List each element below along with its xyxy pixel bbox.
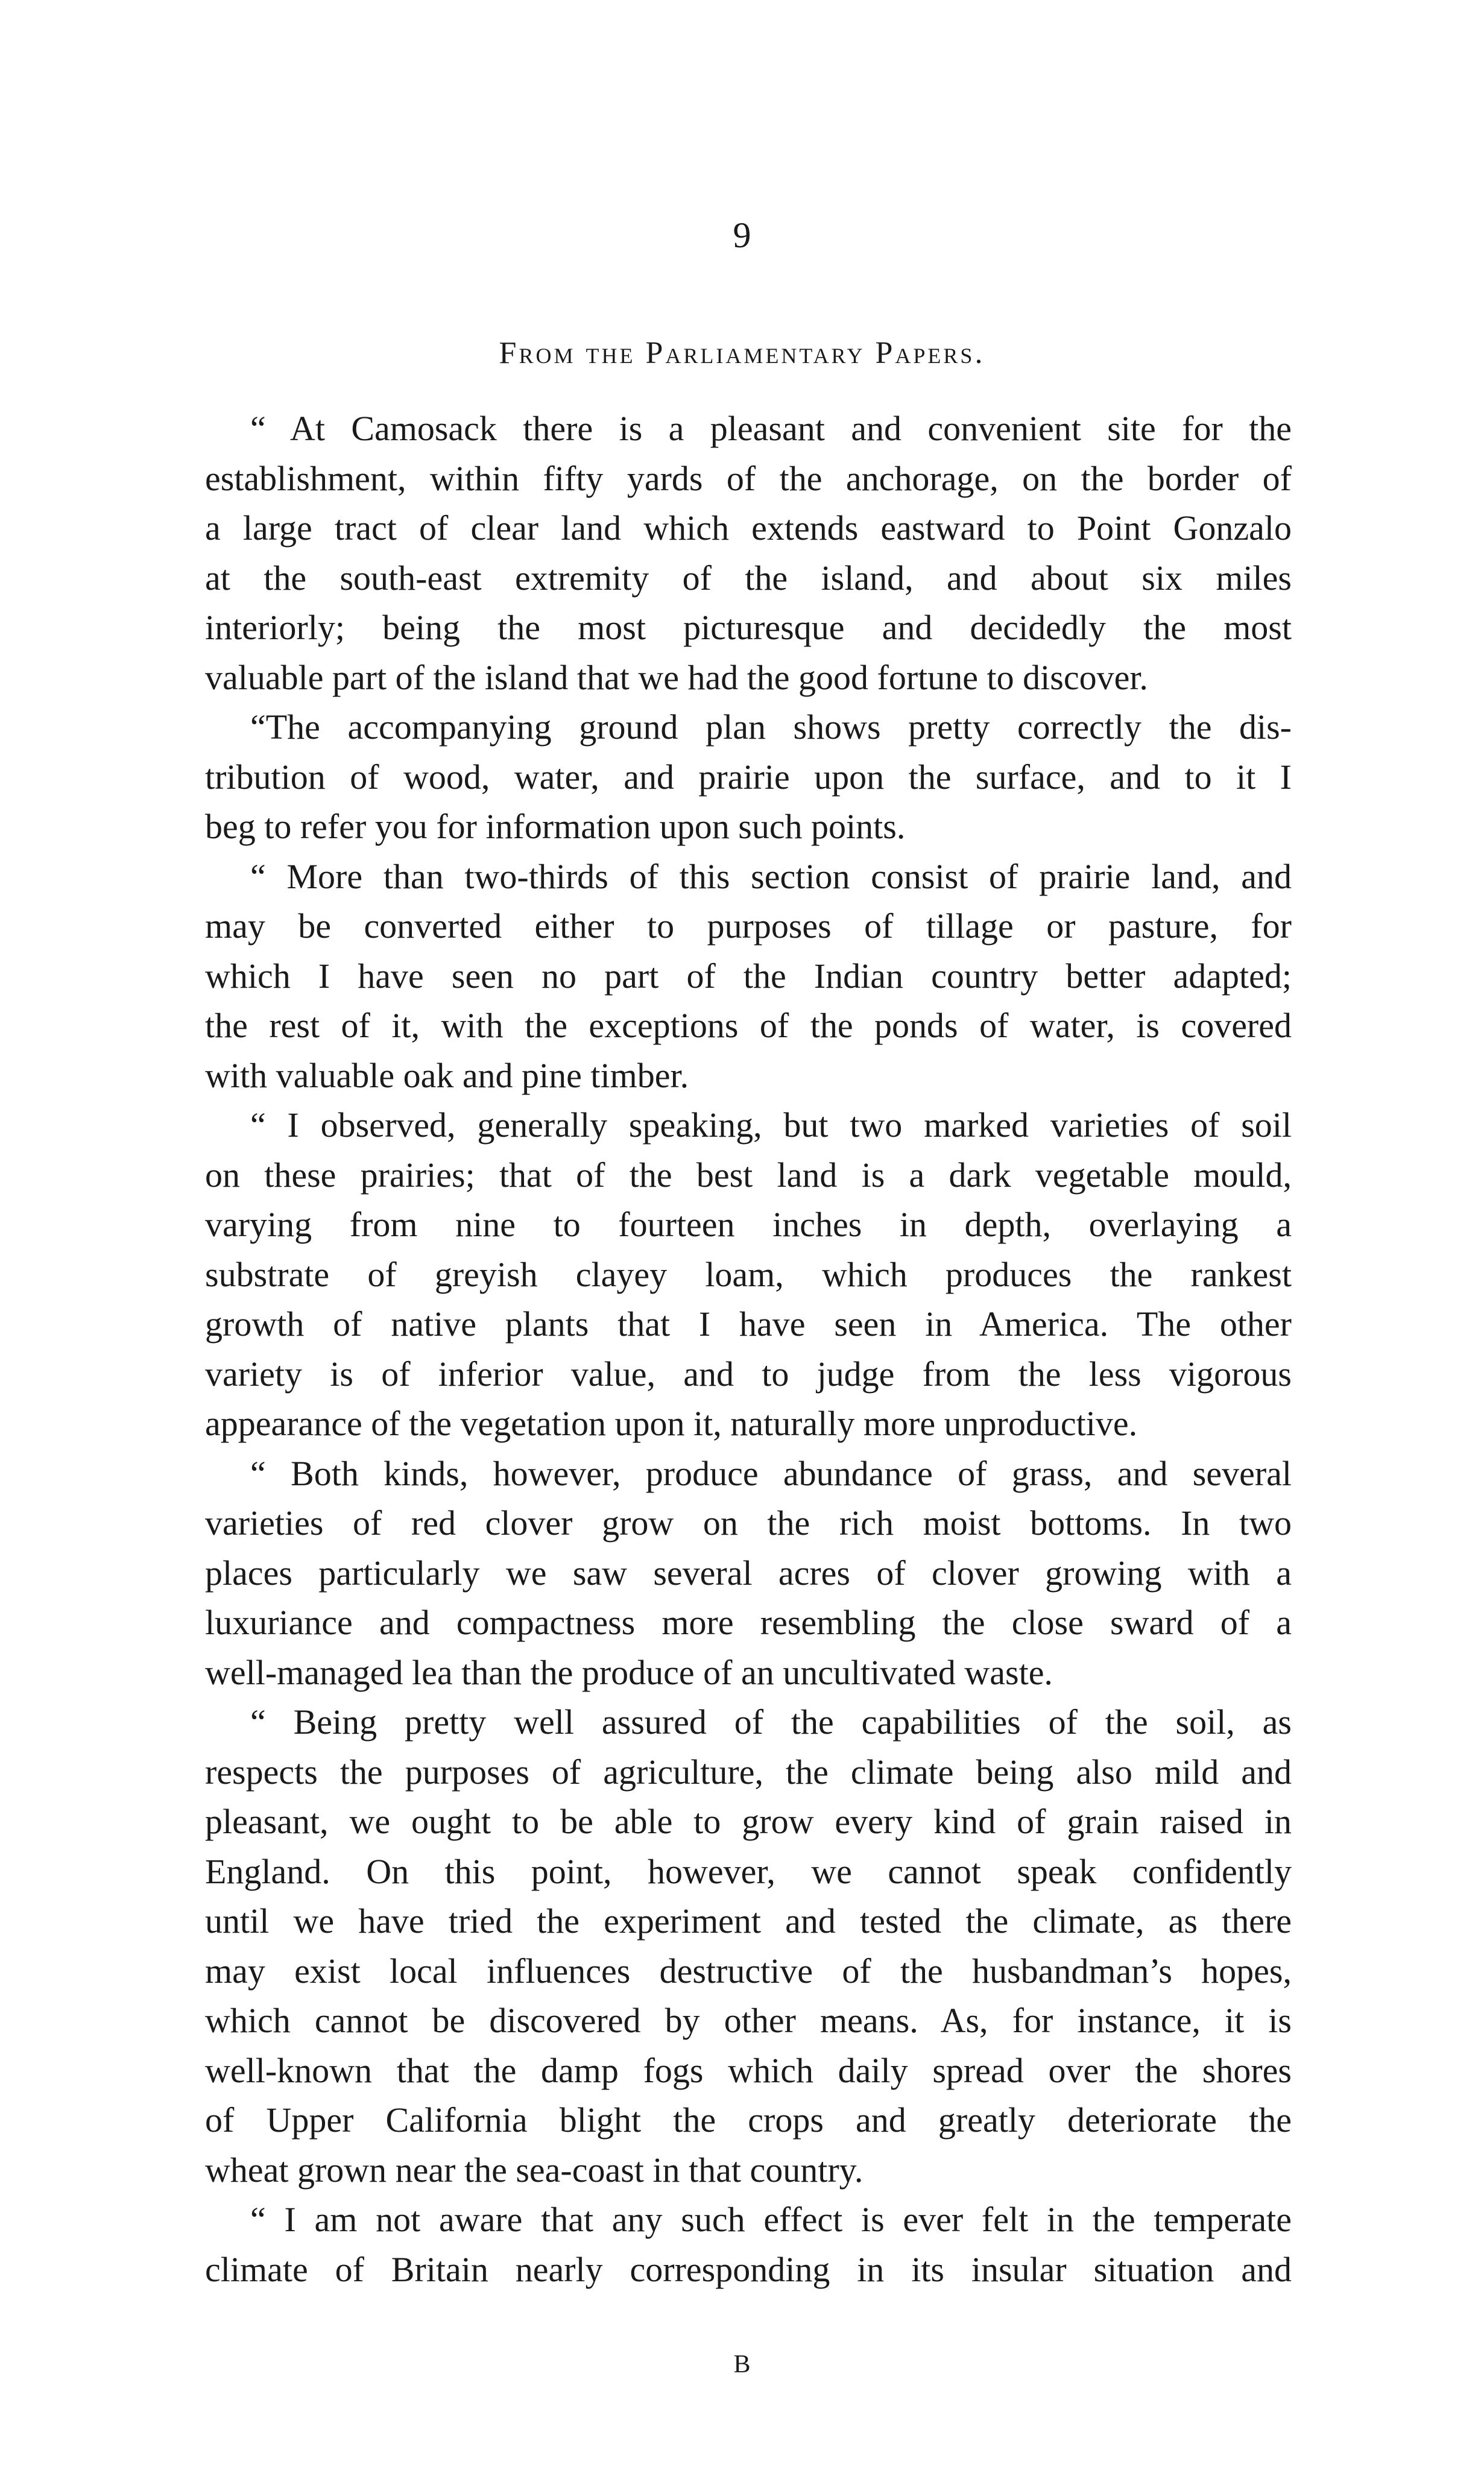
text-line: varying from nine to fourteen inches in depth, overlaying a — [205, 1205, 1292, 1244]
paragraph — [205, 2195, 1292, 2295]
text-line: “ I am not aware that any such effect is ever felt in the temperate — [250, 2200, 1292, 2239]
text-line: of Upper California blight the crops and greatly deteriorate the — [205, 2100, 1292, 2140]
text-line: appearance of the vegetation upon it, naturally more unproductive. — [205, 1404, 1138, 1443]
text-line: with valuable oak and pine timber. — [205, 1055, 689, 1095]
text-line: “ More than two-thirds of this section consist of prairie land, and — [250, 856, 1292, 896]
text-line: respects the purposes of agriculture, the climate being also mild and — [205, 1752, 1292, 1792]
text-line: variety is of inferior value, and to judge from the less vigorous — [205, 1354, 1292, 1394]
paragraph — [205, 404, 1292, 703]
paragraph — [205, 852, 1292, 1101]
paragraph — [205, 1101, 1292, 1449]
printer-signature-mark: B — [733, 2351, 751, 2378]
paragraph — [205, 1449, 1292, 1698]
text-line: may be converted either to purposes of tillage or pasture, for — [205, 906, 1292, 946]
text-line: well-managed lea than the produce of an uncultivated waste. — [205, 1652, 1053, 1692]
paragraph — [205, 1698, 1292, 2195]
section-heading: From the Parliamentary Papers. — [499, 336, 985, 370]
text-line: England. On this point, however, we cannot speak confidently — [205, 1851, 1292, 1891]
text-line: the rest of it, with the exceptions of the ponds of water, is covered — [205, 1006, 1292, 1045]
text-line: which cannot be discovered by other means. As, for instance, it is — [205, 2001, 1292, 2040]
text-line: “ Being pretty well assured of the capabilities of the soil, as — [250, 1702, 1292, 1742]
text-line: establishment, within fifty yards of the anchorage, on the border of — [205, 458, 1292, 498]
page-number: 9 — [733, 215, 751, 255]
text-line: interiorly; being the most picturesque and decidedly the most — [205, 608, 1292, 647]
paragraph — [205, 703, 1292, 852]
text-line: a large tract of clear land which extends eastward to Point Gonzalo — [205, 508, 1292, 548]
text-line: which I have seen no part of the Indian country better adapted; — [205, 956, 1292, 996]
text-line: pleasant, we ought to be able to grow every kind of grain raised in — [205, 1802, 1292, 1841]
text-line: well-known that the damp fogs which daily spread over the shores — [205, 2050, 1292, 2090]
text-line: places particularly we saw several acres of clover growing with a — [205, 1553, 1292, 1593]
text-line: substrate of greyish clayey loam, which produces the rankest — [205, 1254, 1292, 1294]
text-line: “ Both kinds, however, produce abundance of grass, and several — [250, 1453, 1292, 1493]
text-line: at the south-east extremity of the island, and about six miles — [205, 558, 1292, 598]
text-line: growth of native plants that I have seen in America. The other — [205, 1304, 1292, 1344]
text-line: beg to refer you for information upon such points. — [205, 807, 906, 846]
text-line: “ I observed, generally speaking, but two marked varieties of soil — [250, 1105, 1292, 1145]
text-line: luxuriance and compactness more resembling the close sward of a — [205, 1603, 1292, 1642]
text-line: “ At Camosack there is a pleasant and convenient site for the — [250, 409, 1292, 448]
text-line: wheat grown near the sea-coast in that country. — [205, 2150, 864, 2190]
text-line: may exist local influences destructive of the husbandman’s hopes, — [205, 1951, 1292, 1991]
text-line: on these prairies; that of the best land is a dark vegetable mould, — [205, 1155, 1292, 1195]
text-line: valuable part of the island that we had the good fortune to discover. — [205, 657, 1148, 697]
text-line: “The accompanying ground plan shows pretty correctly the dis- — [250, 707, 1292, 747]
text-line: climate of Britain nearly corresponding in its insular situation and — [205, 2249, 1292, 2289]
text-line: until we have tried the experiment and tested the climate, as there — [205, 1901, 1292, 1941]
text-line: varieties of red clover grow on the rich moist bottoms. In two — [205, 1503, 1292, 1543]
body-text — [205, 404, 1292, 2295]
text-line: tribution of wood, water, and prairie upon the surface, and to it I — [205, 757, 1292, 797]
